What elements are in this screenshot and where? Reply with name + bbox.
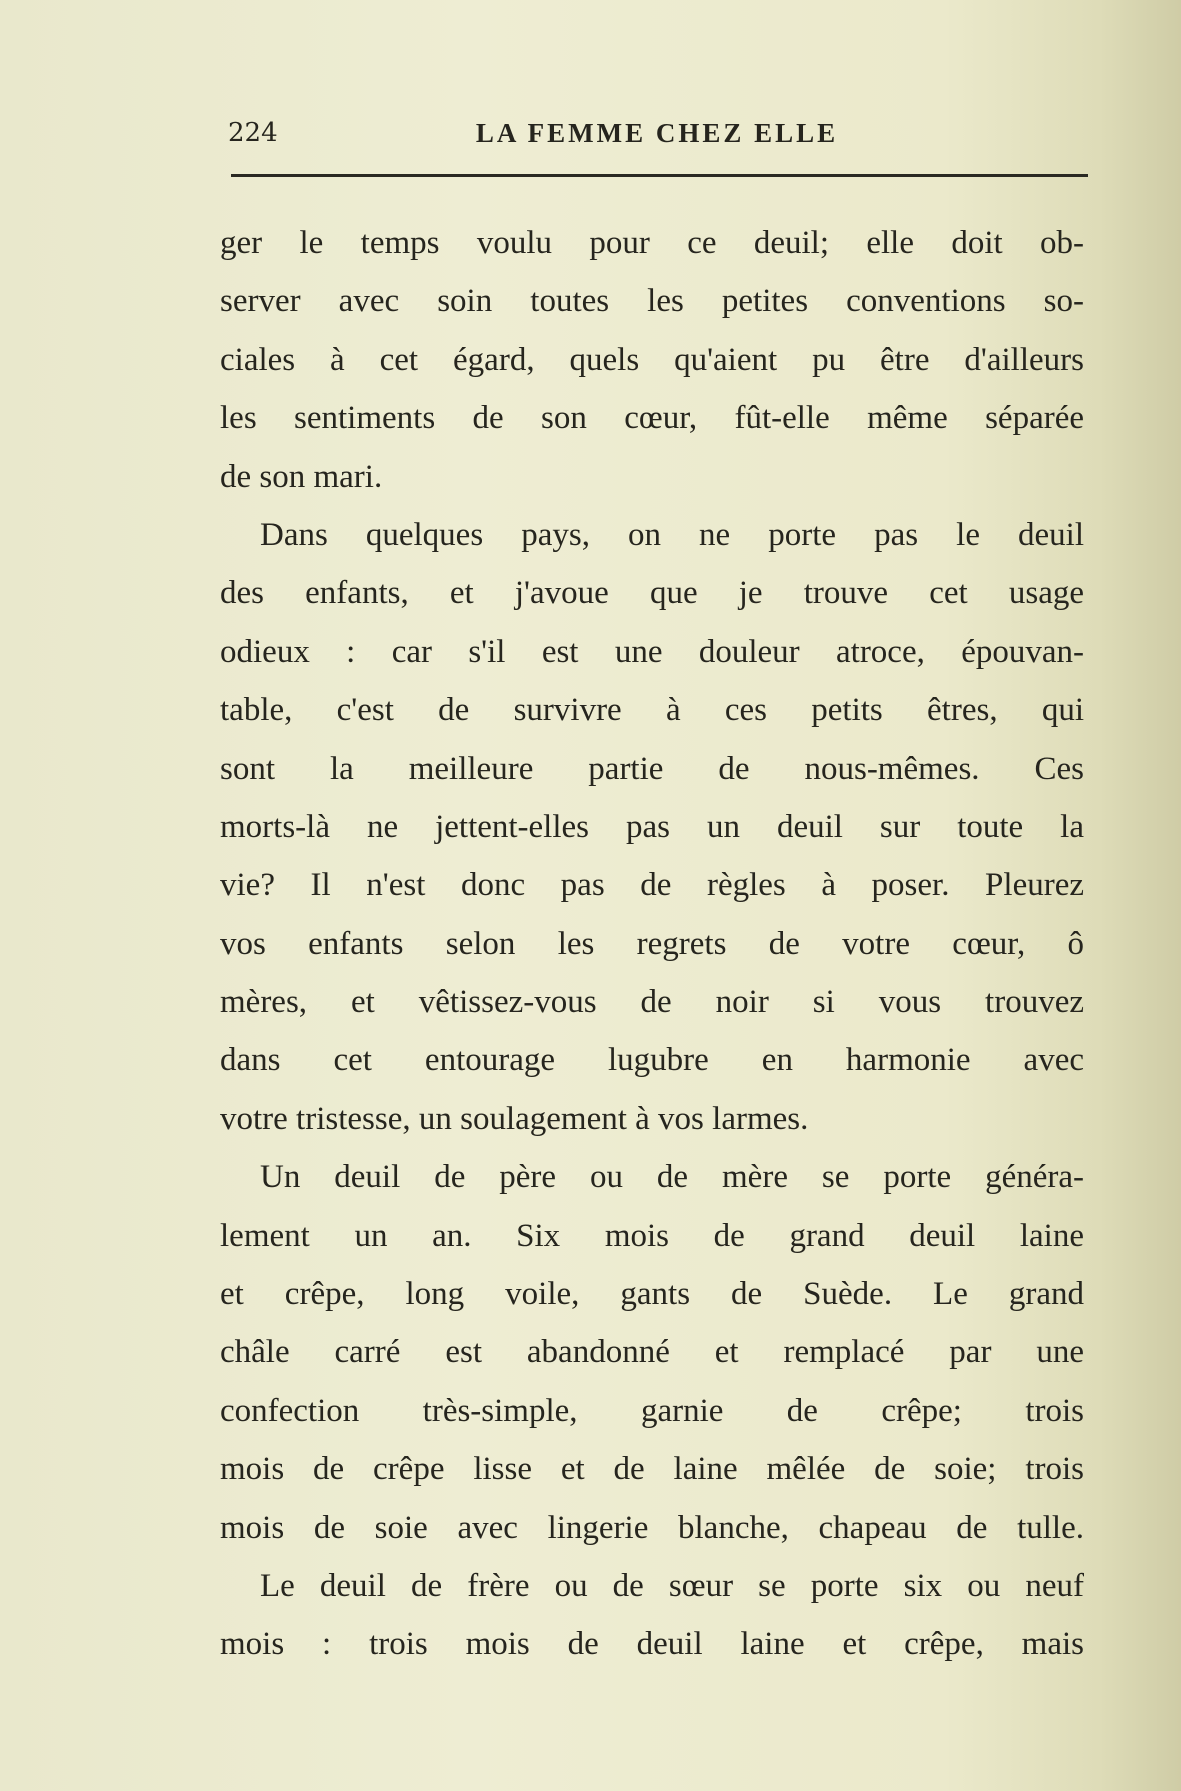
- running-title: LA FEMME CHEZ ELLE: [475, 118, 839, 148]
- body-text: [220, 214, 1084, 1674]
- text-line: odieux : car s'il est une douleur atroce, épouvan-: [220, 633, 1084, 670]
- text-line: lement un an. Six mois de grand deuil laine: [220, 1217, 1084, 1254]
- text-line: vos enfants selon les regrets de votre cœur, ô: [220, 925, 1084, 962]
- text-line: mères, et vêtissez-vous de noir si vous trouvez: [220, 984, 1084, 1021]
- text-line: mois : trois mois de deuil laine et crêpe, mais: [220, 1626, 1084, 1663]
- text-line: Le deuil de frère ou de sœur se porte six ou neuf: [260, 1567, 1084, 1604]
- text-line: ger le temps voulu pour ce deuil; elle doit ob-: [220, 225, 1084, 261]
- text-line: et crêpe, long voile, gants de Suède. Le grand: [220, 1276, 1084, 1313]
- header-rule: [231, 174, 1088, 177]
- text-line: votre tristesse, un soulagement à vos larmes.: [220, 1100, 809, 1137]
- text-line: confection très-simple, garnie de crêpe; trois: [220, 1392, 1084, 1429]
- text-line: morts-là ne jettent-elles pas un deuil sur toute la: [220, 808, 1084, 845]
- running-header: [228, 118, 1086, 158]
- text-line: Un deuil de père ou de mère se porte généra-: [260, 1159, 1084, 1196]
- page-number: 224: [228, 118, 278, 148]
- text-line: les sentiments de son cœur, fût-elle même séparée: [220, 400, 1084, 437]
- text-line: ciales à cet égard, quels qu'aient pu être d'ailleurs: [220, 341, 1084, 378]
- text-line: de son mari.: [220, 458, 383, 495]
- text-line: sont la meilleure partie de nous-mêmes. Ces: [220, 750, 1084, 787]
- text-line: dans cet entourage lugubre en harmonie avec: [220, 1042, 1084, 1079]
- text-line: Dans quelques pays, on ne porte pas le deuil: [260, 516, 1084, 553]
- text-line: châle carré est abandonné et remplacé par une: [220, 1334, 1084, 1371]
- text-line: mois de crêpe lisse et de laine mêlée de soie; trois: [220, 1451, 1084, 1488]
- text-line: server avec soin toutes les petites conventions so-: [220, 283, 1084, 320]
- text-line: table, c'est de survivre à ces petits êtres, qui: [220, 692, 1084, 729]
- text-line: vie? Il n'est donc pas de règles à poser. Pleurez: [220, 867, 1084, 904]
- text-line: mois de soie avec lingerie blanche, chapeau de tulle.: [220, 1509, 1084, 1546]
- text-line: des enfants, et j'avoue que je trouve cet usage: [220, 575, 1084, 612]
